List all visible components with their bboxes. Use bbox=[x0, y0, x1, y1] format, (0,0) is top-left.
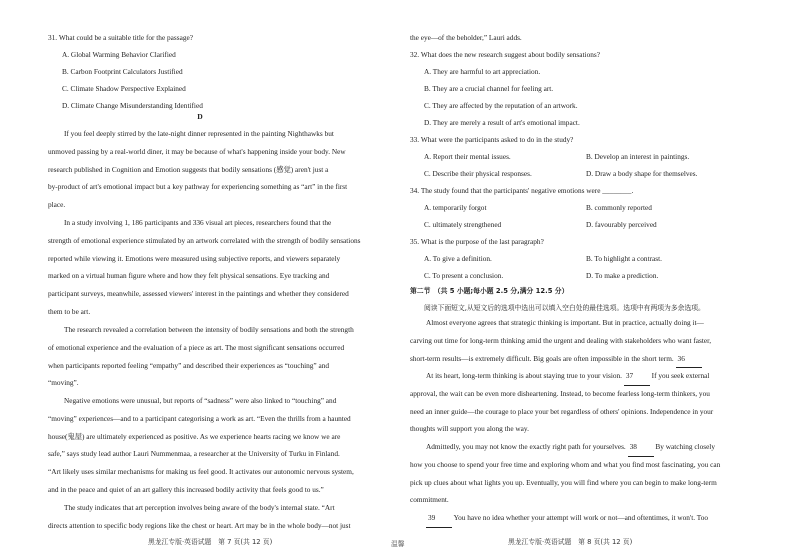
right-page bbox=[400, 0, 800, 560]
passage-d-paragraph-2 bbox=[48, 214, 386, 321]
text-line bbox=[410, 438, 754, 456]
text-line bbox=[410, 367, 754, 385]
text-fragment: You have no idea whether your attempt will work or not—and oftentimes, it won't. Too bbox=[453, 513, 709, 522]
q32-option-d: D. They are merely a result of art's emotional impact. bbox=[424, 118, 580, 127]
text-line: In a study involving 1, 186 participants and 336 visual art pieces, researchers found that the bbox=[64, 218, 332, 227]
cloze-paragraph-3 bbox=[410, 438, 754, 509]
q33-option-a: A. Report their mental issues. bbox=[424, 152, 511, 161]
section-2-title: 第二节 （共 5 小题;每小题 2.5 分,满分 12.5 分） bbox=[410, 287, 569, 295]
q33-option-b: B. Develop an interest in paintings. bbox=[586, 152, 690, 161]
text-line: place. bbox=[48, 200, 66, 210]
text-fragment: If you seek external bbox=[651, 371, 710, 380]
q35-option-a: A. To give a definition. bbox=[424, 254, 492, 263]
center-mark: 温馨 bbox=[391, 539, 405, 548]
text-line: directs attention to specific body regions like the chest or heart. Art may be in the whole body—not just bbox=[48, 520, 351, 530]
blank-37[interactable]: 37 bbox=[624, 367, 650, 386]
q34-option-c: C. ultimately strengthened bbox=[424, 220, 502, 229]
q31-option-b: B. Carbon Footprint Calculators Justified bbox=[62, 67, 183, 76]
question-31-stem: 31. What could be a suitable title for the passage? bbox=[48, 33, 193, 42]
passage-d-paragraph-3 bbox=[48, 321, 386, 392]
question-34-stem: 34. The study found that the participants' negative emotions were ________. bbox=[410, 186, 634, 195]
q31-option-a: A. Global Warming Behavior Clarified bbox=[62, 50, 176, 59]
blank-39[interactable]: 39 bbox=[426, 509, 452, 528]
question-35-stem: 35. What is the purpose of the last paragraph? bbox=[410, 237, 544, 246]
text-line: research published in Cognition and Emotion suggests that bodily sensations (感觉) aren't just a bbox=[48, 164, 329, 174]
q34-option-b: B. commonly reported bbox=[586, 203, 652, 212]
text-line: “moving”. bbox=[48, 378, 79, 388]
text-line bbox=[410, 509, 754, 527]
text-line: carving out time for long-term thinking amid the urgent and dealing with stakeholders who want faster, bbox=[410, 335, 712, 345]
text-line: of emotional experience and the evaluation of a piece as art. The most significant sensations occurred bbox=[48, 342, 345, 352]
text-line: when participants reported feeling “empathy” and described their experiences as “touching” and bbox=[48, 360, 330, 370]
text-line: by-product of art's emotional impact but a key pathway for experiencing something as “art” in the first bbox=[48, 182, 348, 192]
text-fragment: short-term results—is extremely difficult. Big goals are often impossible in the short term. bbox=[410, 353, 674, 363]
q35-option-b: B. To highlight a contrast. bbox=[586, 254, 662, 263]
q31-option-d: D. Climate Change Misunderstanding Identified bbox=[62, 101, 203, 110]
cloze-paragraph-2 bbox=[410, 367, 754, 438]
q34-option-d: D. favourably perceived bbox=[586, 220, 657, 229]
text-line: marked on a virtual human figure where and how they felt physical sensations. Eye tracking and bbox=[48, 271, 330, 281]
text-line: and in the peace and quiet of an art gallery this increased bodily activity that feels good to us.” bbox=[48, 484, 324, 494]
cloze-paragraph-1 bbox=[410, 314, 754, 367]
q33-option-d: D. Draw a body shape for themselves. bbox=[586, 169, 698, 178]
passage-d-paragraph-5 bbox=[48, 499, 386, 535]
text-line: thoughts will support you along the way. bbox=[410, 424, 529, 434]
text-line: house(鬼屋) are ultimately experienced as positive. As we experience hearts racing we know we are bbox=[48, 431, 341, 441]
section-2-instructions: 阅读下面短文,从短文后的选项中选出可以填入空白处的最佳选项。选项中有两项为多余选项。 bbox=[424, 304, 705, 312]
q32-option-a: A. They are harmful to art appreciation. bbox=[424, 67, 541, 76]
question-33-stem: 33. What were the participants asked to do in the study? bbox=[410, 135, 574, 144]
cloze-paragraph-4 bbox=[410, 509, 754, 527]
q32-option-c: C. They are affected by the reputation of an artwork. bbox=[424, 101, 578, 110]
text-line: strength of emotional experience stimulated by an artwork correlated with the strength of bodily sensations bbox=[48, 235, 361, 245]
passage-d-paragraph-1 bbox=[48, 125, 386, 214]
blank-38[interactable]: 38 bbox=[628, 438, 654, 457]
text-line: unmoved passing by a real-world diner, it may be because of what's happening inside your body. New bbox=[48, 146, 346, 156]
passage-d-paragraph-4 bbox=[48, 392, 386, 499]
text-line: participant surveys, meanwhile, assessed viewers' interest in the paintings and whether they considered bbox=[48, 289, 349, 299]
text-line: pick up clues about what lights you up. Eventually, you will find where you can begin to make long-term bbox=[410, 477, 717, 487]
text-fragment: Admittedly, you may not know the exactly right path for yourselves. bbox=[426, 442, 626, 451]
question-32-stem: 32. What does the new research suggest about bodily sensations? bbox=[410, 50, 600, 59]
text-line: Almost everyone agrees that strategic thinking is important. But in practice, actually doing it— bbox=[426, 318, 704, 327]
q35-option-c: C. To present a conclusion. bbox=[424, 271, 504, 280]
text-line: reported while viewing it. Emotions were measured using subjective reports, and viewers separately bbox=[48, 253, 341, 263]
text-line: how you choose to spend your free time and exploring whom and what you find most fascinating, you can bbox=[410, 459, 721, 469]
passage-d-heading: D bbox=[197, 112, 203, 121]
q35-option-d: D. To make a prediction. bbox=[586, 271, 659, 280]
text-line: The research revealed a correlation between the intensity of bodily sensations and both the strength bbox=[64, 325, 354, 334]
blank-36[interactable]: 36 bbox=[676, 350, 702, 369]
text-fragment: At its heart, long-term thinking is about staying true to your vision. bbox=[426, 371, 622, 380]
passage-carryover-line: the eye—of the beholder,” Lauri adds. bbox=[410, 33, 522, 42]
q33-option-c: C. Describe their physical responses. bbox=[424, 169, 532, 178]
text-line: commitment. bbox=[410, 495, 449, 505]
text-line: need an inner guide—the courage to place your bet regardless of others' opinions. Independence in your bbox=[410, 406, 714, 416]
page-footer-right: 黑龙江专版·英语试题 第 8 页(共 12 页) bbox=[508, 537, 633, 546]
text-line bbox=[410, 350, 754, 368]
text-line: “moving” experiences—and to a participant categorising a work as art. “Even the thrills from a haunted bbox=[48, 413, 351, 423]
page-footer-left: 黑龙江专版·英语试题 第 7 页(共 12 页) bbox=[148, 537, 273, 546]
q31-option-c: C. Climate Shadow Perspective Explained bbox=[62, 84, 186, 93]
q32-option-b: B. They are a crucial channel for feeling art. bbox=[424, 84, 554, 93]
text-line: safe,” says study lead author Lauri Nummenmaa, a researcher at the University of Turku in Finland. bbox=[48, 449, 340, 459]
text-fragment: By watching closely bbox=[655, 442, 715, 451]
q34-option-a: A. temporarily forgot bbox=[424, 203, 487, 212]
text-line: “Art likely uses similar mechanisms for making us feel good. It activates our autonomic nervous system, bbox=[48, 467, 354, 477]
text-line: approval, the wait can be even more disheartening. Instead, to become fearless long-term thinkers, you bbox=[410, 388, 710, 398]
text-line: them to be art. bbox=[48, 306, 91, 316]
text-line: The study indicates that art perception involves being aware of the body's internal state. “Art bbox=[64, 503, 335, 512]
text-line: Negative emotions were unusual, but reports of “sadness” were also linked to “touching” and bbox=[64, 396, 337, 405]
text-line: If you feel deeply stirred by the late-night dinner represented in the painting Nighthawks but bbox=[64, 129, 334, 138]
